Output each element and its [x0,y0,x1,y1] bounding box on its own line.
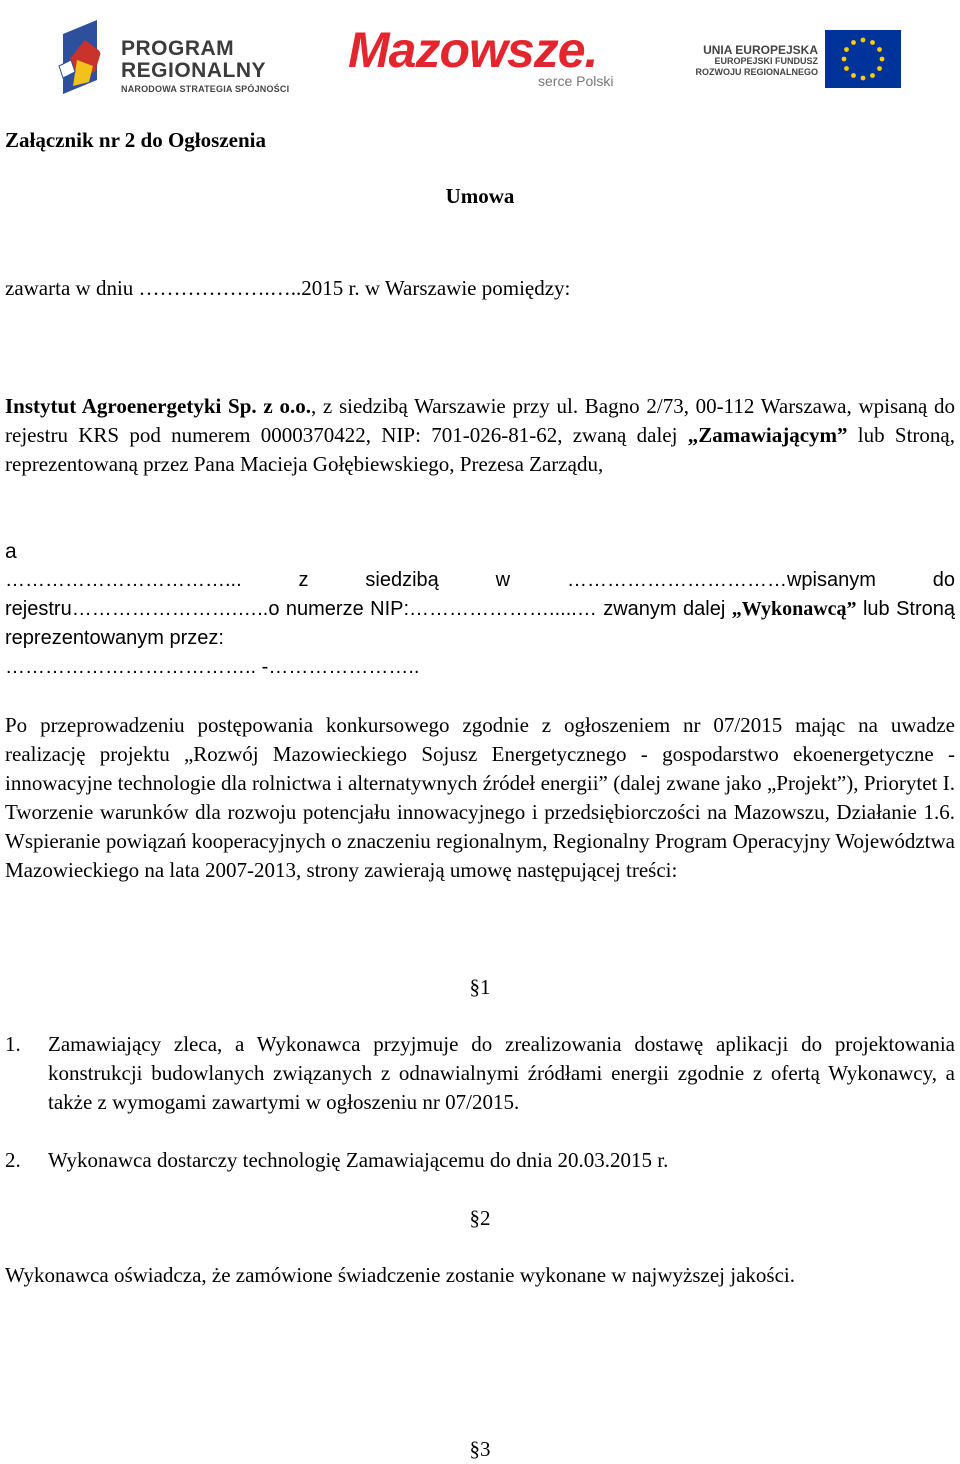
section-2-text: Wykonawca oświadcza, że zamówione świadczenie zostanie wykonane w najwyższej jakości. [5,1263,795,1287]
item-2-number: 2. [5,1148,21,1172]
concluded-line: zawarta w dniu ……………….…..2015 r. w Warszawie pomiędzy: [5,276,571,300]
item-1-number: 1. [5,1032,21,1056]
eu-star-icon [851,40,856,45]
eu-star-icon [851,73,856,78]
party-1-details: , z siedzibą Warszawie przy ul. Bagno 2/73, 00-112 Warszawa, wpisaną do rejestru KRS pod numerem 0000370422, NIP: 701-026-81-62, zwaną dalej [5,394,956,447]
mazowsze-subtitle: serce Polski [538,73,614,89]
eu-star-icon [877,47,882,52]
section-3-heading: §3 [469,1437,491,1461]
eu-star-icon [877,66,882,71]
eu-star-icon [861,76,866,81]
ue-text: UNIA EUROPEJSKA EUROPEJSKI FUNDUSZ ROZWOJU REGIONALNEGO [695,43,818,77]
preamble-paragraph: Po przeprowadzeniu postępowania konkursowego zgodnie z ogłoszeniem nr 07/2015 mając na uwadze realizację projektu „Rozwój Mazowieckiego Sojusz Energetycznego - gospodarstwo ekoenergetyczne - innowacyjne technologie dla rolnictwa i alternatywnych źródeł energii” (dalej zwane jako „Projekt”), Priorytet I. Tworzenie warunków dla rozwoju potencjału innowacyjnego i przedsiębiorczości na Mazowszu, Działanie 1.6. Wspieranie powiązań kooperacyjnych o znaczeniu regionalnym, Regionalny Program Operacyjny Województwa Mazowieckiego na lata 2007-2013, strony zawierają umowę następującej treści: [5,713,955,882]
party-1-role: „Zamawiającym” [687,423,848,447]
eu-star-icon [880,57,885,62]
eu-star-icon [842,57,847,62]
party-1-representative: lub Stroną, reprezentowaną przez Pana Macieja Gołębiewskiego, Prezesa Zarządu, [5,423,955,476]
item-2-text: Wykonawca dostarczy technologię Zamawiającemu do dnia 20.03.2015 r. [48,1148,669,1172]
header-logos [0,0,960,115]
party-1-name: Instytut Agroenergetyki Sp. z o.o. [5,394,311,418]
eu-star-icon [844,66,849,71]
section-2-heading: §2 [469,1206,491,1230]
mazowsze-logo: Mazowsze. [348,22,598,78]
party-2-details: ……………………………... z siedzibą w ……………………………wpisanym do rejestru…………………….…..o numerze NIP:………………….....… zwanym dalej [5,569,955,620]
party-2-role: „Wykonawcą” [731,598,857,620]
annex-heading: Załącznik nr 2 do Ogłoszenia [5,128,266,152]
party-1-paragraph [5,392,955,479]
eu-star-icon [870,40,875,45]
section-1-heading: §1 [469,975,491,999]
program-regionalny-logo-icon [55,20,115,98]
item-1-text: Zamawiający zleca, a Wykonawca przyjmuje do zrealizowania dostawę aplikacji do projektowania konstrukcji budowlanych związanych z odnawialnymi źródłami energii zgodnie z ofertą Wykonawcy, a także z wymogami zawartymi w ogłoszeniu nr 07/2015. [48,1032,955,1114]
party-2-signatories: ……………………………….. -………………….. [5,656,420,678]
program-regionalny-text: PROGRAM REGIONALNY [121,37,267,82]
program-regionalny-subtitle: NARODOWA STRATEGIA SPÓJNOŚCI [121,84,290,94]
party-2-representative: lub Stroną reprezentowanym przez: [5,598,955,649]
eu-star-icon [844,47,849,52]
conjunction-a: a [5,540,17,563]
party-2-paragraph [5,566,955,682]
eu-star-icon [861,38,866,43]
contract-title: Umowa [445,184,515,208]
eu-star-icon [870,73,875,78]
eu-flag-icon [825,30,901,88]
